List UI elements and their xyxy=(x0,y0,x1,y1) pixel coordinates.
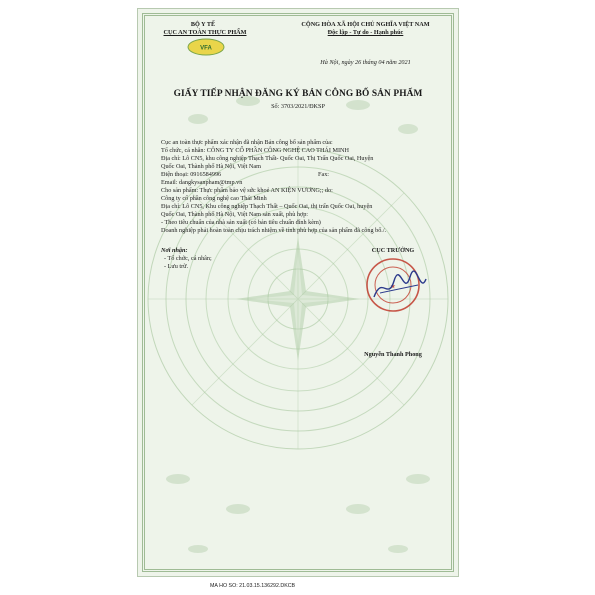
signer-position: CỤC TRƯỞNG xyxy=(371,247,415,254)
svg-text:VFA: VFA xyxy=(200,45,212,52)
document-number: Số: 3703/2021/ĐKSP xyxy=(271,103,325,110)
standard-line: - Theo tiêu chuẩn của nhà sản xuất (có bản tiêu chuẩn đính kèm) xyxy=(161,219,321,226)
address-line-1: Địa chỉ: Lô CN5, khu công nghiệp Thạch Thất- Quốc Oai, Thị Trấn Quốc Oai, Huyện xyxy=(161,155,374,162)
department-name: CỤC AN TOÀN THỰC PHẨM xyxy=(163,29,247,36)
country-motto: Độc lập - Tự do - Hạnh phúc xyxy=(327,29,404,36)
agency-logo-icon xyxy=(186,38,226,56)
svg-text:★: ★ xyxy=(390,284,396,290)
recipient-item: - Lưu trữ. xyxy=(164,263,189,270)
fax-line: Fax: xyxy=(318,171,330,178)
ministry-name: BỘ Y TẾ xyxy=(190,21,216,28)
country-name: CỘNG HÒA XÃ HỘI CHỦ NGHĨA VIỆT NAM xyxy=(301,21,430,28)
certificate-document xyxy=(137,8,459,577)
manufacturer-address-1: Địa chỉ: Lô CN5, Khu công nghiệp Thạch Thất – Quốc Oai, thị trấn Quốc Oai, huyện xyxy=(161,203,373,210)
certificate-content xyxy=(138,9,458,576)
product-line: Cho sản phẩm: Thực phẩm bảo vệ sức khoẻ AN KIỆN VƯƠNG;; do: xyxy=(161,187,333,194)
signature-scribble-icon xyxy=(370,267,430,307)
organization-line: Tổ chức, cá nhân: CÔNG TY CỔ PHẦN CÔNG NGHỆ CAO THÁI MINH xyxy=(161,147,349,154)
file-code: MA HO SO: 21.03.15.136292.DKCB xyxy=(210,583,296,589)
email-line: Email: dangkysanpham@tmp.vn xyxy=(161,179,243,186)
manufacturer-address-2: Quốc Oai, Thành phố Hà Nội, Việt Nam sản xuất, phù hợp: xyxy=(161,211,309,218)
document-title: GIẤY TIẾP NHẬN ĐĂNG KÝ BẢN CÔNG BỐ SẢN PHẨM xyxy=(173,89,423,99)
recipient-item: - Tổ chức, cá nhân; xyxy=(164,255,212,262)
manufacturer-name: Công ty cổ phần công nghệ cao Thái Minh xyxy=(161,195,267,202)
recipients-label: Nơi nhận: xyxy=(161,247,188,254)
responsibility-line: Doanh nghiệp phải hoàn toàn chịu trách nhiệm về tính phù hợp của sản phẩm đã công bố./. xyxy=(161,227,387,234)
phone-line: Điện thoại: 0916584996 xyxy=(161,171,222,178)
intro-text: Cục an toàn thực phẩm xác nhận đã nhận Bản công bố sản phẩm của: xyxy=(161,139,333,146)
signer-name: Nguyễn Thanh Phong xyxy=(364,351,422,358)
issue-date: Hà Nội, ngày 26 tháng 04 năm 2021 xyxy=(320,59,411,66)
address-line-2: Quốc Oai, Thành phố Hà Nội, Việt Nam xyxy=(161,163,261,170)
